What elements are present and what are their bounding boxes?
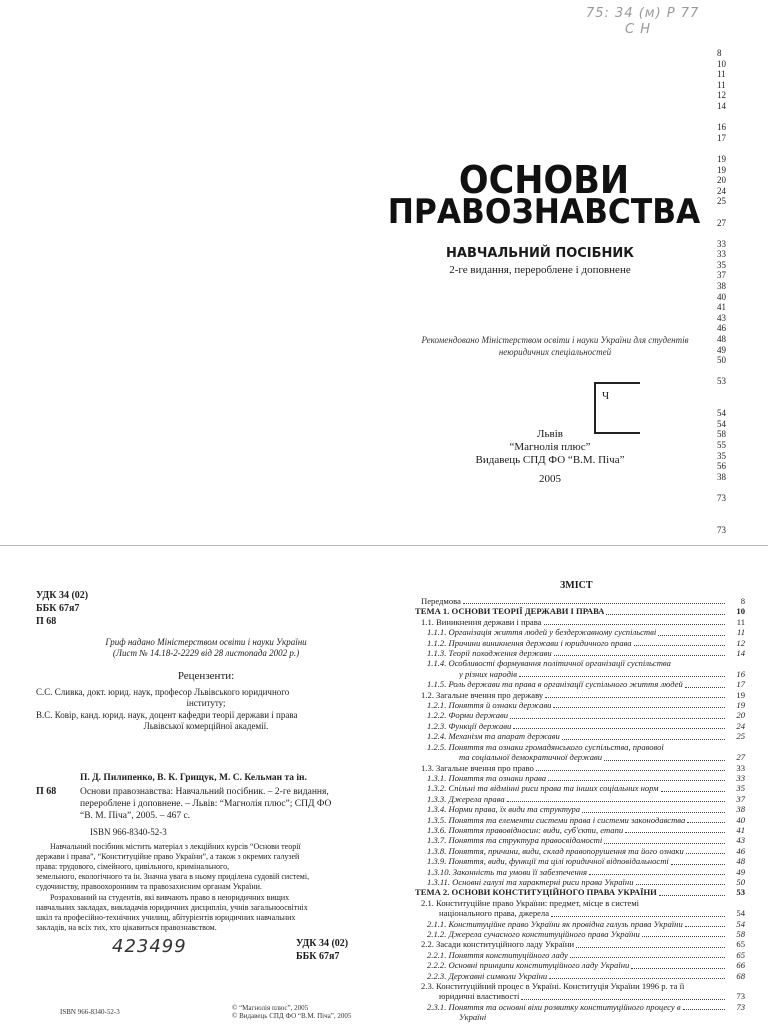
toc-leader-dots <box>553 707 725 708</box>
toc-page-number: 12 <box>736 637 745 648</box>
toc-row <box>415 981 745 991</box>
desc-line2: держави і права”, “Конституційне право України”, а також з окремих галузей <box>36 852 300 861</box>
toc-page-number: 20 <box>736 710 745 721</box>
toc-page-number: 50 <box>736 876 745 887</box>
toc-leader-dots <box>625 832 725 833</box>
margin-page-number: 55 <box>717 439 726 450</box>
toc-leader-dots <box>604 760 725 761</box>
toc-leader-dots <box>589 874 725 875</box>
margin-page-number: 35 <box>717 450 726 461</box>
toc-page-number: 19 <box>736 700 745 711</box>
reviewer-1-line1: С.С. Сливка, докт. юрид. наук, професор Львівського юридичного <box>36 687 290 697</box>
margin-page-number: 38 <box>717 471 726 482</box>
toc-entry-text: 1.1.4. Особливості формування політичної організації суспільства <box>427 658 671 669</box>
margin-page-number: 73 <box>717 492 726 503</box>
toc-entry-text: 2.2. Засади конституційного ладу України <box>421 939 575 950</box>
toc-row <box>415 887 745 897</box>
margin-page-number <box>717 387 747 398</box>
reviewers-heading: Рецензенти: <box>177 670 235 682</box>
toc-row <box>415 1012 745 1022</box>
toc-row <box>415 939 745 949</box>
toc-entry-text: 2.3. Конституційний процес в Україні. Конституція України 1996 р. та її <box>421 981 685 992</box>
margin-page-number <box>717 207 747 218</box>
margin-page-number: 46 <box>717 323 726 334</box>
margin-page-number: 41 <box>717 302 726 313</box>
toc-entry-text: 1.3.1. Поняття та ознаки права <box>427 772 547 783</box>
margin-page-number: 20 <box>717 175 726 186</box>
margin-page-number: 54 <box>717 408 726 419</box>
toc-page-number: 11 <box>736 616 745 627</box>
isbn-footer: ISBN 966-8340-52-3 <box>60 1008 120 1016</box>
entry-line3: “В. М. Піча”, 2005. – 467 с. <box>80 811 191 821</box>
udk-code: УДК 34 (02) <box>36 590 89 601</box>
toc-leader-dots <box>554 655 725 656</box>
toc-leader-dots <box>671 864 725 865</box>
margin-page-number <box>717 514 747 525</box>
toc-leader-dots <box>642 936 725 937</box>
toc-page-number: 73 <box>736 991 745 1002</box>
toc-page-number: 40 <box>736 814 745 825</box>
toc-leader-dots <box>510 718 725 719</box>
reviewer-1-line2: інституту; <box>186 698 226 708</box>
margin-page-number: 17 <box>717 132 726 143</box>
handwritten-inventory-number: 423499 <box>112 936 187 957</box>
toc-entry-text: 2.1. Конституційне право України: предмет, місце в системі <box>421 897 640 908</box>
toc-entry-text: ТЕМА 1. ОСНОВИ ТЕОРІЇ ДЕРЖАВИ І ПРАВА <box>415 606 605 617</box>
udk-code-bottom: УДК 34 (02) <box>296 938 349 949</box>
margin-page-number: 35 <box>717 259 726 270</box>
recommendation-line2: неюридичних спеціальностей <box>498 347 612 357</box>
desc-line4: земельного, екологічного та ін. Значна увага в ньому приділена судовій системі, <box>36 872 310 881</box>
desc-line8: шкіл та професійно-технічних училищ, абітурієнтів юридичних навчальних <box>36 913 296 922</box>
toc-page-number: 16 <box>736 668 745 679</box>
toc-entry-text: 1.3.6. Поняття правовідносин: види, суб'єкти, етапи <box>427 824 624 835</box>
toc-entry-text: 1.3.3. Джерела права <box>427 793 505 804</box>
margin-page-number: 37 <box>717 270 726 281</box>
entry-line2: перероблене і доповнене. – Львів: “Магнолія плюс”; СПД ФО <box>80 799 332 809</box>
toc-row <box>415 971 745 981</box>
book-title-line2: ПРАВОЗНАВСТВА <box>387 192 701 232</box>
toc-row <box>415 752 745 762</box>
margin-page-number: 27 <box>717 217 726 228</box>
toc-leader-dots <box>686 853 725 854</box>
recommendation-line1: Рекомендовано Міністерством освіти і науки України для студентів <box>421 335 689 345</box>
toc-leader-dots <box>570 957 725 958</box>
toc-entry-text: 1.2.2. Форми держави <box>427 710 509 721</box>
toc-row <box>415 606 745 616</box>
toc-page-number: 65 <box>736 949 745 960</box>
toc-row <box>415 596 745 606</box>
toc-row <box>415 825 745 835</box>
toc-page-number: 17 <box>736 679 745 690</box>
margin-page-number: 16 <box>717 122 726 133</box>
margin-page-number: 14 <box>717 100 726 111</box>
toc-entry-text: 1.2. Загальне вчення про державу <box>421 689 544 700</box>
entry-code: П 68 <box>36 786 57 797</box>
margin-page-number: 38 <box>717 281 726 292</box>
toc-row <box>415 1002 745 1012</box>
toc-entry-text: 1.1.3. Теорії походження держави <box>427 648 552 659</box>
toc-page-number: 48 <box>736 856 745 867</box>
toc-row <box>415 898 745 908</box>
margin-page-number: 19 <box>717 153 726 164</box>
reviewer-2-line2: Львівської комерційної академії. <box>143 721 269 731</box>
toc-leader-dots <box>685 926 725 927</box>
table-of-contents <box>415 596 745 1023</box>
toc-page-number: 65 <box>736 939 745 950</box>
toc-page-number: 66 <box>736 960 745 971</box>
toc-row <box>415 877 745 887</box>
toc-row <box>415 731 745 741</box>
toc-page-number: 49 <box>736 866 745 877</box>
toc-leader-dots <box>549 978 725 979</box>
margin-page-number: 40 <box>717 291 726 302</box>
toc-leader-dots <box>562 739 725 740</box>
toc-leader-dots <box>685 687 725 688</box>
toc-leader-dots <box>659 895 725 896</box>
book-title-line1: ОСНОВИ <box>458 158 630 202</box>
toc-page-number: 25 <box>736 731 745 742</box>
toc-page-number: 37 <box>736 793 745 804</box>
toc-page-number: 33 <box>736 772 745 783</box>
toc-entry-text: 1.3.10. Законність та умови її забезпечення <box>427 866 588 877</box>
authors: П. Д. Пилипенко, В. К. Грищук, М. С. Кельман та ін. <box>80 773 307 783</box>
grif-line1: Гриф надано Міністерством освіти і науки України <box>105 637 307 647</box>
copyright-2: © Видавець СПД ФО “В.М. Піча”, 2005 <box>232 1012 352 1020</box>
publisher-city: Львів <box>537 428 563 440</box>
toc-entry-text: 1.2.3. Функції держави <box>427 720 512 731</box>
toc-entry-text: 1.3.5. Поняття та елементи системи права і системи законодавства <box>427 814 686 825</box>
toc-entry-text: 2.1.1. Конституційне право України як провідна галузь права України <box>427 918 683 929</box>
margin-page-number: 11 <box>717 69 726 80</box>
desc-line3: права: трудового, сімейного, цивільного, кримінального, <box>36 862 230 871</box>
toc-leader-dots <box>687 822 725 823</box>
isbn: ISBN 966-8340-52-3 <box>90 827 167 837</box>
grif-line2: (Лист № 14.18-2-2229 від 28 листопада 2002 р.) <box>112 648 300 658</box>
margin-page-number: 24 <box>717 185 726 196</box>
toc-heading: ЗМІСТ <box>560 580 593 591</box>
toc-page-number: 54 <box>736 908 745 919</box>
toc-row <box>415 804 745 814</box>
toc-page-number: 58 <box>736 929 745 939</box>
book-subtitle: НАВЧАЛЬНИЙ ПОСІБНИК <box>446 246 634 261</box>
toc-page-number: 41 <box>736 824 745 835</box>
toc-entry-text: 1.3.4. Норми права, їх види та структура <box>427 804 581 815</box>
toc-entry-text: 2.1.2. Джерела сучасного конституційного права України <box>427 929 640 939</box>
toc-entry-text: 1.2.5. Поняття та ознаки громадянського суспільства, правової <box>427 741 664 752</box>
toc-leader-dots <box>507 801 725 802</box>
margin-page-number: 43 <box>717 312 726 323</box>
toc-leader-dots <box>683 1009 725 1010</box>
toc-entry-text: Передмова <box>421 596 461 606</box>
margin-page-number: 54 <box>717 418 726 429</box>
toc-row <box>415 721 745 731</box>
toc-entry-text: 1.3.2. Спільні та відмінні риси права та інших соціальних норм <box>427 783 659 794</box>
margin-page-number: 10 <box>717 58 726 69</box>
toc-page-number: 8 <box>740 596 745 606</box>
stamp-mark <box>594 382 640 434</box>
desc-line1: Навчальний посібник містить матеріал з лекційних курсів “Основи теорії <box>50 842 301 851</box>
toc-entry-text: 1.3.7. Поняття та структура правосвідомості <box>427 835 603 846</box>
toc-entry-text: 2.2.1. Поняття конституційного ладу <box>427 949 568 960</box>
toc-row <box>415 742 745 752</box>
toc-entry-text: 1.1.1. Організація життя людей у бездержавному суспільстві <box>427 627 657 638</box>
toc-entry-text: Україні <box>459 1012 487 1023</box>
toc-row <box>415 648 745 658</box>
toc-leader-dots <box>513 728 725 729</box>
toc-entry-text: юридичні властивості <box>439 991 520 1002</box>
toc-leader-dots <box>582 812 725 813</box>
toc-leader-dots <box>634 645 725 646</box>
toc-page-number: 53 <box>736 887 745 898</box>
publisher-name: “Магнолія плюс” <box>509 441 591 453</box>
toc-entry-text: 1.1.5. Роль держави та права в організації суспільного життя людей <box>427 679 683 690</box>
margin-page-number: 25 <box>717 196 726 207</box>
toc-leader-dots <box>606 614 725 615</box>
toc-entry-text: 2.2.2. Основні принципи конституційного ладу України <box>427 960 630 971</box>
copyright-1: © “Магнолія плюс”, 2005 <box>232 1004 309 1012</box>
margin-page-number: 48 <box>717 334 726 345</box>
toc-page-number: 46 <box>736 845 745 856</box>
margin-page-number: 19 <box>717 164 726 175</box>
toc-row <box>415 638 745 648</box>
toc-row <box>415 710 745 720</box>
toc-leader-dots <box>521 999 725 1000</box>
toc-page-number: 35 <box>736 783 745 794</box>
toc-page-number: 27 <box>736 752 745 763</box>
toc-row <box>415 846 745 856</box>
toc-leader-dots <box>536 770 725 771</box>
toc-page-number: 54 <box>736 918 745 929</box>
toc-leader-dots <box>545 697 725 698</box>
toc-page-number: 73 <box>736 1001 745 1012</box>
handwritten-mark-2: С Н <box>625 22 651 37</box>
margin-page-number <box>717 398 747 409</box>
toc-row <box>415 679 745 689</box>
toc-row <box>415 700 745 710</box>
margin-page-numbers <box>717 48 747 535</box>
toc-entry-text: 2.2.3. Державні символи України <box>427 970 548 981</box>
toc-entry-text: національного права, джерела <box>439 908 550 919</box>
toc-row <box>415 929 745 939</box>
margin-page-number: 33 <box>717 238 726 249</box>
margin-page-number <box>717 504 747 515</box>
margin-page-number <box>717 112 747 123</box>
toc-leader-dots <box>604 843 725 844</box>
bbk-code: ББК 67я7 <box>36 603 80 614</box>
margin-page-number: 12 <box>717 90 726 101</box>
toc-row <box>415 658 745 668</box>
toc-entry-text: 1.1.2. Причини виникнення держави і юридичного права <box>427 637 632 648</box>
margin-page-number <box>717 366 747 377</box>
margin-page-number: 73 <box>717 524 726 535</box>
toc-row <box>415 783 745 793</box>
toc-entry-text: ТЕМА 2. ОСНОВИ КОНСТИТУЦІЙНОГО ПРАВА УКРАЇНИ <box>415 887 657 898</box>
toc-page-number: 14 <box>736 648 745 659</box>
toc-entry-text: 1.3.9. Поняття, види, функції та цілі юридичної відповідальності <box>427 856 669 867</box>
desc-line6: Розрахований на студентів, які вивчають право в неюридичних вищих <box>50 893 290 902</box>
publication-year: 2005 <box>539 473 561 485</box>
toc-row <box>415 960 745 970</box>
bbk-code-bottom: ББК 67я7 <box>296 951 340 962</box>
toc-leader-dots <box>519 676 725 677</box>
margin-page-number <box>717 228 747 239</box>
toc-entry-text: 1.2.1. Поняття й ознаки держави <box>427 700 552 711</box>
desc-line9: закладів, на всіх тих, хто цікавиться правознавством. <box>36 923 217 932</box>
toc-leader-dots <box>658 635 725 636</box>
toc-page-number: 43 <box>736 835 745 846</box>
toc-row <box>415 627 745 637</box>
toc-leader-dots <box>661 791 725 792</box>
margin-page-number: 33 <box>717 249 726 260</box>
reviewer-2-line1: В.С. Ковір, канд. юрид. наук, доцент кафедри теорії держави і права <box>36 710 298 720</box>
page-divider <box>0 545 768 546</box>
toc-page-number: 11 <box>737 627 745 638</box>
toc-leader-dots <box>636 884 726 885</box>
catalog-code: П 68 <box>36 616 57 627</box>
toc-row <box>415 763 745 773</box>
toc-entry-text: 1.2.4. Механізм та апарат держави <box>427 731 560 742</box>
toc-row <box>415 773 745 783</box>
entry-line1: Основи правознавства: Навчальний посібник. – 2-ге видання, <box>80 787 329 797</box>
toc-page-number: 24 <box>736 720 745 731</box>
toc-entry-text: 2.3.1. Поняття та основні віхи розвитку конституційного процесу в <box>427 1001 681 1012</box>
toc-page-number: 38 <box>736 804 745 815</box>
toc-leader-dots <box>548 780 725 781</box>
toc-entry-text: та соціальної демократичної держави <box>459 752 603 763</box>
margin-page-number: 8 <box>717 48 722 58</box>
toc-page-number: 68 <box>736 970 745 981</box>
toc-row <box>415 856 745 866</box>
toc-leader-dots <box>631 968 725 969</box>
margin-page-number: 53 <box>717 376 726 387</box>
toc-row <box>415 690 745 700</box>
margin-page-number: 11 <box>717 79 726 90</box>
margin-page-number: 58 <box>717 429 726 440</box>
toc-page-number: 33 <box>736 762 745 773</box>
toc-row <box>415 919 745 929</box>
toc-entry-text: 1.3. Загальне вчення про право <box>421 762 534 773</box>
desc-line5: судочинству, правоохоронним та правозахисним органам України. <box>36 882 262 891</box>
margin-page-number <box>717 143 747 154</box>
stamp-text: Ч <box>602 390 610 402</box>
toc-row <box>415 669 745 679</box>
toc-entry-text: у різних народів <box>459 668 518 679</box>
book-edition: 2-ге видання, перероблене і доповнене <box>449 264 631 276</box>
toc-page-number: 10 <box>736 606 745 617</box>
toc-leader-dots <box>463 603 725 604</box>
toc-entry-text: 1.1. Виникнення держави і права <box>421 616 542 627</box>
toc-leader-dots <box>544 624 725 625</box>
margin-page-number: 49 <box>717 344 726 355</box>
publisher-name-2: Видавець СПД ФО “В.М. Піча” <box>475 454 625 466</box>
toc-entry-text: 1.3.11. Основні галузі та характерні риси права України <box>427 876 634 887</box>
toc-row <box>415 617 745 627</box>
toc-row <box>415 991 745 1001</box>
toc-row <box>415 908 745 918</box>
toc-page-number: 19 <box>736 689 745 700</box>
toc-row <box>415 950 745 960</box>
desc-line7: навчальних закладах, викладачів юридичних дисциплін, учнів загальноосвітніх <box>36 903 308 912</box>
toc-row <box>415 867 745 877</box>
toc-row <box>415 794 745 804</box>
toc-entry-text: 1.3.8. Поняття, причини, види, склад правопорушення та його ознаки <box>427 845 684 856</box>
toc-row <box>415 835 745 845</box>
toc-leader-dots <box>576 947 725 948</box>
margin-page-number: 50 <box>717 355 726 366</box>
toc-row <box>415 815 745 825</box>
toc-leader-dots <box>551 916 725 917</box>
margin-page-number <box>717 482 747 493</box>
margin-page-number: 56 <box>717 461 726 472</box>
handwritten-mark: 75: 34 (м) Р 77 <box>586 6 700 21</box>
